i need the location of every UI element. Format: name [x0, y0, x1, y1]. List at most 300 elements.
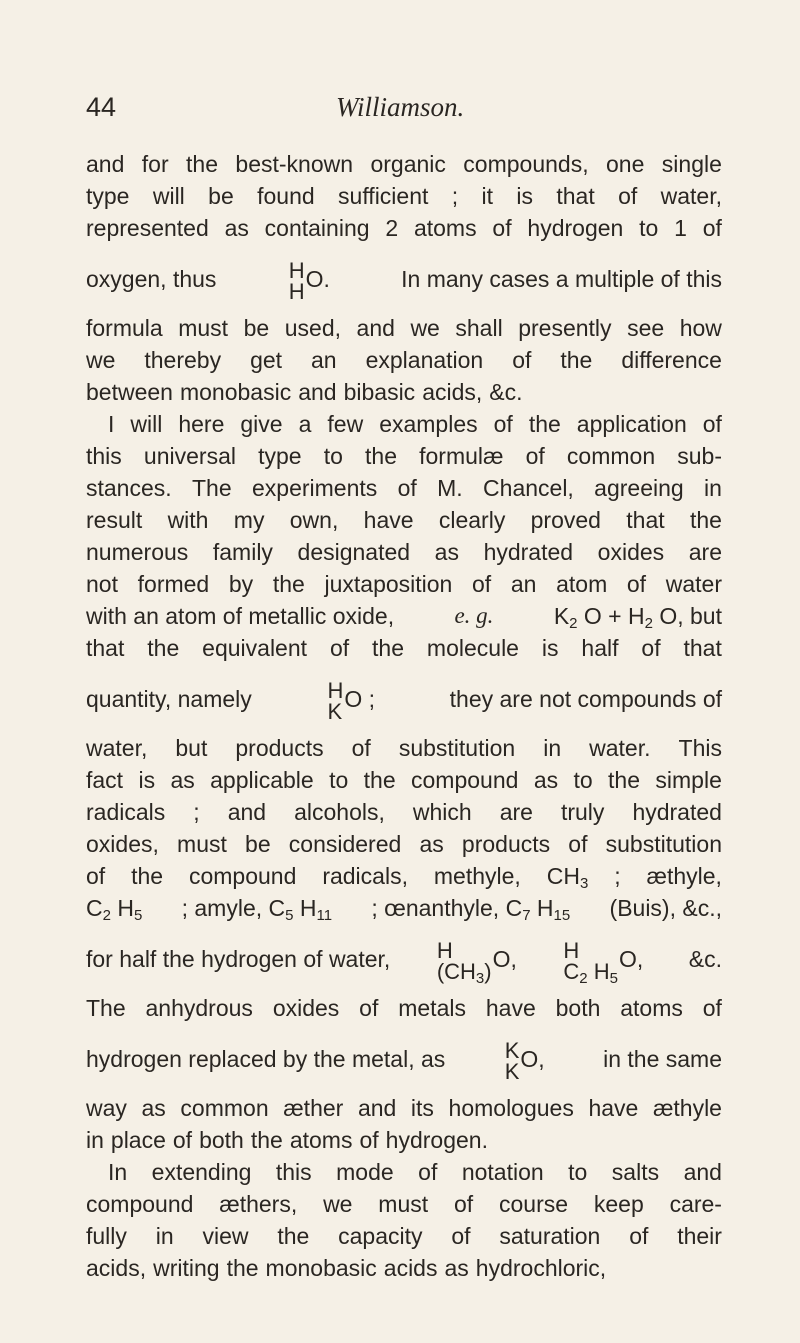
word: compound — [86, 1191, 194, 1217]
word: we — [323, 1191, 353, 1217]
formula-bottom: K — [327, 698, 343, 724]
word: atom — [556, 571, 608, 597]
word: and — [86, 151, 125, 177]
subscript: 2 — [569, 615, 578, 632]
oenanthyle-formula: ; œnanthyle, $C_7$ $H_{15}$ — [371, 895, 571, 924]
text-line — [86, 860, 722, 892]
word: which — [412, 799, 472, 825]
word: application — [576, 411, 687, 437]
word: I — [108, 411, 115, 437]
word: of — [329, 635, 350, 661]
text-line — [86, 1188, 722, 1220]
word: designated — [297, 539, 411, 565]
text-line — [86, 148, 722, 180]
word: acids, — [422, 379, 483, 405]
word: the — [147, 635, 180, 661]
word: here — [178, 411, 225, 437]
word: must — [177, 831, 227, 857]
word: result — [86, 507, 143, 533]
subscript: 7 — [522, 907, 531, 924]
word: hydrated — [483, 539, 574, 565]
word: of — [493, 411, 513, 437]
word: how — [679, 315, 722, 341]
word: the — [560, 347, 593, 373]
word: as — [170, 767, 195, 793]
word: of — [451, 1223, 471, 1249]
word: not — [86, 571, 118, 597]
oxide-formula: $K_2$ $O + H_2$ O, but — [553, 603, 722, 632]
water-formula: H H O. — [288, 257, 330, 304]
text-line — [86, 928, 722, 990]
word: products — [235, 735, 324, 761]
text-segment: hydrogen replaced by the metal, as — [86, 1046, 446, 1072]
word: it — [481, 183, 493, 209]
word: we — [410, 315, 440, 341]
word: the — [272, 571, 305, 597]
word: used, — [284, 315, 341, 341]
word: shall — [455, 315, 503, 341]
word: common — [566, 443, 656, 469]
word: the — [277, 1223, 310, 1249]
hydrated-oxide-formula: H K O ; — [327, 677, 375, 724]
word: methyle, — [433, 863, 521, 889]
text-line — [86, 668, 722, 730]
word: we — [86, 347, 116, 373]
word: as — [533, 767, 559, 793]
word: of — [351, 735, 371, 761]
word: explanation — [365, 347, 484, 373]
word: In — [108, 1159, 128, 1185]
word: common — [180, 1095, 269, 1121]
word: water. — [589, 735, 651, 761]
formula-bottom: $C_2$ $H_5$ — [563, 958, 618, 987]
word: atoms — [620, 995, 683, 1021]
word: an — [311, 347, 337, 373]
word: as — [419, 831, 444, 857]
methyl-alcohol-formula: H $(CH_3)$ O, — [436, 937, 517, 987]
subscript: 5 — [609, 969, 618, 987]
word: agreeing — [594, 475, 684, 501]
word: M. — [437, 475, 463, 501]
word: get — [250, 347, 283, 373]
word: sufficient — [338, 183, 429, 209]
word: family — [212, 539, 273, 565]
word: $CH_3$ — [546, 863, 589, 892]
word: 1 — [674, 215, 687, 241]
text-segment: for half the hydrogen of water, — [86, 946, 391, 972]
text-segment: &c. — [688, 946, 722, 972]
running-head: Williamson. — [336, 92, 465, 122]
word: the — [131, 863, 164, 889]
stacked-formula — [436, 937, 492, 987]
word: mode — [336, 1159, 394, 1185]
word: difference — [621, 347, 722, 373]
word: æthyle, — [646, 863, 722, 889]
word: organic — [370, 151, 446, 177]
word: and — [298, 379, 337, 405]
text-line — [86, 1092, 722, 1124]
word: in — [86, 1127, 104, 1153]
word: found — [257, 183, 315, 209]
word: of — [702, 215, 722, 241]
word: the — [363, 767, 396, 793]
word: and — [357, 1095, 397, 1121]
word: an — [510, 571, 537, 597]
word: containing — [264, 215, 370, 241]
subscript: 3 — [579, 875, 589, 892]
word: of — [418, 1159, 438, 1185]
text-line — [86, 764, 722, 796]
word: of — [453, 1191, 474, 1217]
metal-oxide-formula: K K O, — [504, 1037, 545, 1084]
word: radicals, — [322, 863, 408, 889]
word: have — [363, 507, 414, 533]
word: formula — [86, 315, 163, 341]
text-segment: they are not compounds of — [449, 686, 722, 712]
word: both — [199, 1127, 244, 1153]
word: of — [702, 411, 722, 437]
word: best-known — [235, 151, 354, 177]
word: will — [152, 183, 185, 209]
word: &c. — [489, 379, 523, 405]
word: ; — [193, 799, 200, 825]
word: of — [359, 1127, 379, 1153]
word: of — [641, 635, 661, 661]
word: Chancel, — [483, 475, 574, 501]
word: writing — [153, 1255, 220, 1281]
word: are — [688, 539, 722, 565]
word: universal — [143, 443, 236, 469]
word: of — [86, 863, 106, 889]
text-line — [86, 892, 722, 924]
word: my — [233, 507, 265, 533]
word: The — [192, 475, 232, 501]
word: both — [555, 995, 601, 1021]
text-line — [86, 1156, 722, 1188]
word: the — [689, 507, 722, 533]
word: are — [499, 799, 533, 825]
word: proved — [530, 507, 601, 533]
word: as — [444, 1255, 469, 1281]
word: examples — [379, 411, 478, 437]
word: products — [461, 831, 551, 857]
word: presently — [518, 315, 612, 341]
word: but — [175, 735, 208, 761]
word: one — [606, 151, 645, 177]
word: radicals — [86, 799, 166, 825]
word: as — [224, 215, 249, 241]
stacked-formula — [327, 677, 344, 724]
text-line — [86, 440, 722, 472]
word: this — [86, 443, 122, 469]
word: The — [86, 995, 126, 1021]
word: notation — [461, 1159, 544, 1185]
ethyl-formula: $C_2$ $H_5$ — [86, 895, 143, 924]
subscript: 15 — [553, 907, 571, 924]
stacked-formula — [504, 1037, 520, 1084]
word: compounds, — [463, 151, 589, 177]
word: stances. — [86, 475, 172, 501]
word: clearly — [438, 507, 506, 533]
word: that — [626, 507, 665, 533]
word: hydrated — [632, 799, 722, 825]
text-line — [86, 180, 722, 212]
word: juxtaposition — [324, 571, 453, 597]
text-line — [86, 828, 722, 860]
text-line — [86, 1028, 722, 1090]
text-line — [86, 408, 722, 440]
word: sub- — [677, 443, 722, 469]
word: must — [178, 315, 229, 341]
word: of — [172, 1127, 193, 1153]
text-line — [86, 1124, 722, 1156]
word: of — [472, 571, 492, 597]
word: way — [86, 1095, 127, 1121]
amyle-formula: ; amyle, $C_5$ $H_{11}$ — [181, 895, 333, 924]
word: half — [581, 635, 619, 661]
page-header — [0, 92, 800, 132]
word: truly — [560, 799, 605, 825]
word: of — [512, 347, 532, 373]
word: ; — [614, 863, 621, 889]
word: hydrogen — [527, 215, 624, 241]
word: have — [588, 1095, 639, 1121]
word: formed — [137, 571, 210, 597]
word: of — [702, 995, 722, 1021]
subscript: 2 — [102, 907, 111, 924]
eg-abbrev: e. g. — [454, 603, 494, 628]
text-line — [86, 1252, 722, 1284]
word: water, — [86, 735, 148, 761]
word: the — [226, 1255, 259, 1281]
word: substitution — [605, 831, 722, 857]
word: alcohols, — [294, 799, 385, 825]
word: metals — [398, 995, 466, 1021]
subscript: 3 — [475, 969, 485, 987]
word: of — [618, 183, 638, 209]
word: the — [608, 767, 641, 793]
text-segment: oxygen, thus — [86, 266, 217, 292]
word: experiments — [251, 475, 378, 501]
word: oxides, — [86, 831, 159, 857]
word: must — [378, 1191, 429, 1217]
text-line — [86, 600, 722, 632]
word: to — [323, 443, 343, 469]
word: be — [208, 183, 234, 209]
page-number: 44 — [86, 92, 117, 122]
text-line — [86, 212, 722, 244]
stacked-formula — [563, 937, 618, 987]
word: of — [492, 215, 512, 241]
word: single — [661, 151, 722, 177]
word: few — [327, 411, 364, 437]
formula-bottom: $(CH_3)$ — [436, 958, 492, 987]
word: molecule — [426, 635, 519, 661]
word: fully — [86, 1223, 127, 1249]
word: monobasic — [265, 1255, 377, 1281]
text-segment: with an atom of metallic oxide, — [86, 603, 395, 629]
word: formulæ — [419, 443, 504, 469]
text-line — [86, 312, 722, 344]
formula-top: H — [436, 937, 453, 963]
word: anhydrous — [145, 995, 253, 1021]
text-line — [86, 632, 722, 664]
word: salts — [611, 1159, 660, 1185]
word: hydrochloric, — [475, 1255, 607, 1281]
word: as — [141, 1095, 166, 1121]
word: homologues — [448, 1095, 574, 1121]
word: the — [372, 635, 405, 661]
word: the — [250, 1127, 283, 1153]
word: of — [359, 995, 379, 1021]
word: capacity — [338, 1223, 423, 1249]
word: is — [516, 183, 533, 209]
word: This — [678, 735, 722, 761]
text-line — [86, 248, 722, 310]
word: and — [227, 799, 267, 825]
formula-top: H — [327, 677, 344, 703]
word: give — [240, 411, 283, 437]
word: be — [243, 315, 270, 341]
word: compound — [188, 863, 297, 889]
word: acids, — [86, 1255, 147, 1281]
word: æthyle — [652, 1095, 722, 1121]
word: see — [627, 315, 665, 341]
word: in — [155, 1223, 174, 1249]
formula-bottom: K — [504, 1058, 520, 1084]
word: with — [167, 507, 209, 533]
word: thereby — [144, 347, 222, 373]
ethyl-alcohol-formula: H $C_2$ $H_5$ O, — [563, 937, 644, 987]
word: and — [356, 315, 395, 341]
word: the — [186, 151, 219, 177]
subscript: 2 — [579, 969, 588, 987]
word: in — [543, 735, 562, 761]
text-line — [86, 504, 722, 536]
word: for — [141, 151, 169, 177]
word: is — [541, 635, 559, 661]
word: extending — [151, 1159, 252, 1185]
word: will — [130, 411, 163, 437]
word: simple — [655, 767, 722, 793]
formula-bottom: H — [288, 278, 305, 304]
word: of — [525, 443, 545, 469]
word: its — [410, 1095, 434, 1121]
word: water — [665, 571, 722, 597]
word: monobasic — [179, 379, 292, 405]
text-line — [86, 732, 722, 764]
word: numerous — [86, 539, 189, 565]
text-segment: (Buis), &c., — [609, 895, 722, 921]
word: to — [329, 767, 349, 793]
word: to — [568, 1159, 588, 1185]
word: bibasic — [343, 379, 416, 405]
word: oxides — [597, 539, 665, 565]
word: æthers, — [219, 1191, 298, 1217]
word: their — [677, 1223, 722, 1249]
word: water, — [660, 183, 722, 209]
text-line — [86, 536, 722, 568]
subscript: 5 — [133, 907, 143, 924]
word: this — [275, 1159, 312, 1185]
word: 2 — [385, 215, 399, 241]
word: applicable — [210, 767, 314, 793]
word: that — [683, 635, 722, 661]
formula-top: K — [504, 1037, 520, 1063]
word: the — [528, 411, 561, 437]
word: ; — [451, 183, 459, 209]
word: æther — [283, 1095, 344, 1121]
text-segment: in the same — [603, 1046, 722, 1072]
stacked-formula — [288, 257, 305, 304]
text-line — [86, 344, 722, 376]
text-line — [86, 568, 722, 600]
word: hydrogen. — [385, 1127, 488, 1153]
word: type — [258, 443, 302, 469]
word: of — [568, 831, 588, 857]
subscript: 5 — [285, 907, 294, 924]
word: of — [629, 1223, 649, 1249]
text-line — [86, 376, 722, 408]
word: oxides — [272, 995, 340, 1021]
text-line — [86, 796, 722, 828]
word: to — [639, 215, 659, 241]
word: equivalent — [202, 635, 308, 661]
word: as — [434, 539, 459, 565]
word: keep — [593, 1191, 644, 1217]
word: view — [202, 1223, 249, 1249]
word: course — [498, 1191, 569, 1217]
word: atoms — [289, 1127, 353, 1153]
subscript: 2 — [644, 615, 653, 632]
word: of — [397, 475, 417, 501]
word: that — [556, 183, 595, 209]
word: a — [298, 411, 312, 437]
word: the — [365, 443, 397, 469]
formula-top: H — [288, 257, 305, 283]
word: represented — [86, 215, 209, 241]
word: have — [485, 995, 536, 1021]
word: substitution — [398, 735, 516, 761]
word: compound — [411, 767, 519, 793]
word: by — [228, 571, 254, 597]
subscript: 11 — [316, 907, 333, 924]
text-line — [86, 1220, 722, 1252]
word: considered — [288, 831, 402, 857]
word: of — [626, 571, 647, 597]
word: to — [573, 767, 593, 793]
text-line — [86, 472, 722, 504]
word: saturation — [499, 1223, 601, 1249]
word: own, — [289, 507, 339, 533]
word: care- — [669, 1191, 722, 1217]
word: be — [245, 831, 271, 857]
word: atoms — [413, 215, 477, 241]
word: that — [86, 635, 125, 661]
word: and — [683, 1159, 722, 1185]
word: fact — [86, 767, 124, 793]
word: between — [86, 379, 173, 405]
word: is — [138, 767, 156, 793]
text-segment: quantity, namely — [86, 686, 252, 712]
word: place — [110, 1127, 166, 1153]
word: type — [86, 183, 130, 209]
formula-top: H — [563, 937, 580, 963]
word: acids — [383, 1255, 438, 1281]
text-segment: In many cases a multiple of this — [401, 266, 722, 292]
word: in — [704, 475, 722, 501]
body-text — [86, 148, 722, 1284]
